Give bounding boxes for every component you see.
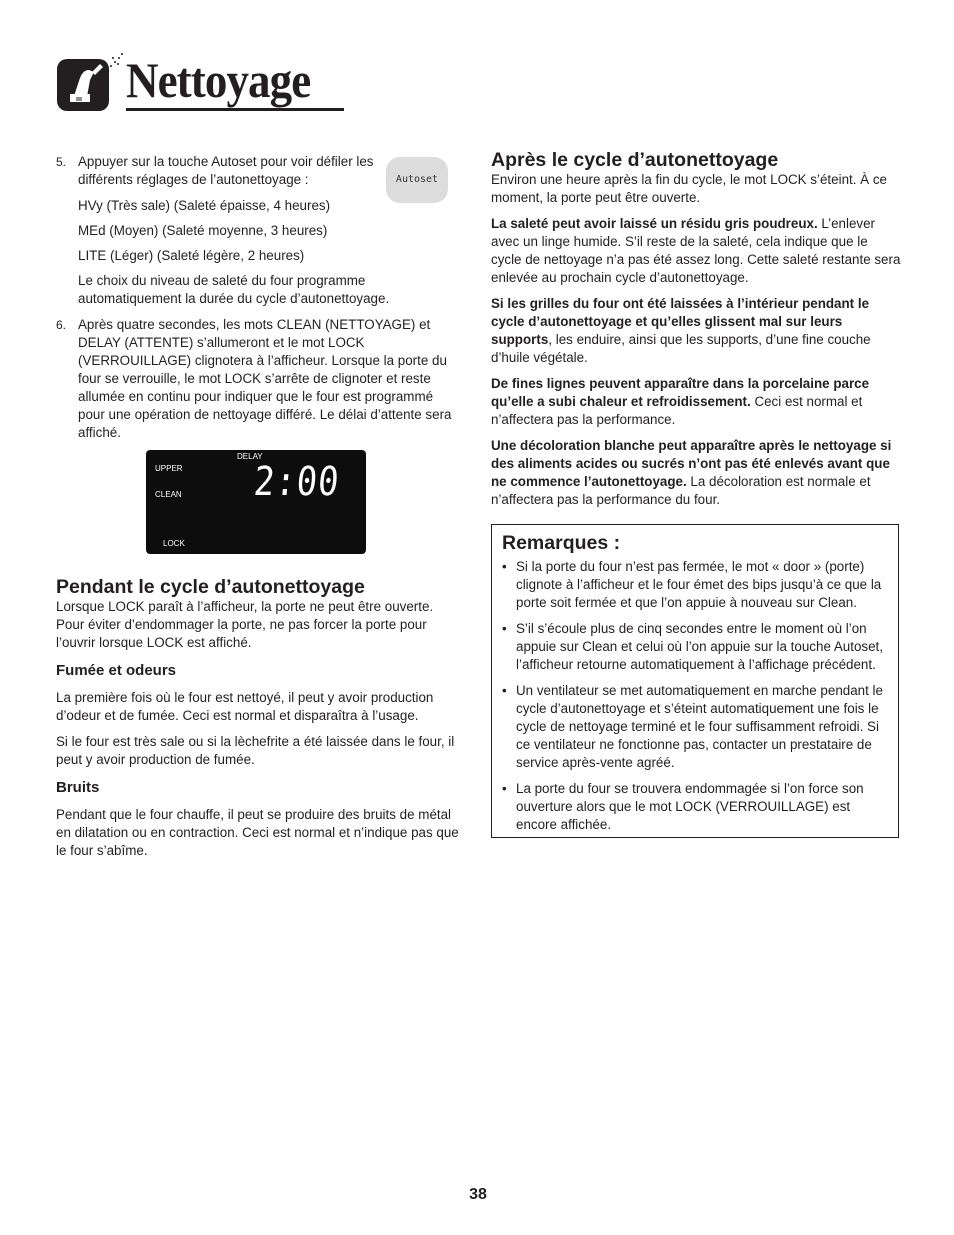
notes-list (502, 558, 884, 834)
page-header (56, 50, 311, 114)
note-text: La porte du four se trouvera endommagée si l’on force son ouverture alors que le mot LOCK (VERROUILLAGE) est encore affichée. (516, 781, 864, 832)
soil-option-medium: MEd (Moyen) (Saleté moyenne, 3 heures) (78, 223, 328, 238)
note-item (502, 558, 884, 612)
porcelain-paragraph (491, 375, 901, 429)
step-6 (56, 316, 462, 442)
note-text: Si la porte du four n’est pas fermée, le mot « door » (porte) clignote à l’afficheur et le four émet des bips jusqu’à ce que la porte soit fermée et que l’on appuie à nouveau sur Clean. (516, 559, 882, 610)
smoke-heading: Fumée et odeurs (56, 662, 177, 679)
notes-heading: Remarques : (502, 532, 621, 554)
racks-text: , les enduire, ainsi que les supports, d’une fine couche d’huile végétale. (491, 332, 871, 365)
discoloration-bold: Une décoloration blanche peut apparaître après le nettoyage si des aliments acides ou sucrés n’ont pas été enlevés avant que ne commence l’autonettoyage. (491, 438, 892, 489)
after-cycle-heading: Après le cycle d’autonettoyage (491, 149, 779, 171)
step-text: Après quatre secondes, les mots CLEAN (NETTOYAGE) et DELAY (ATTENTE) s’allumeront et le mot LOCK (VERROUILLAGE) clignotera à l’afficheur. Lorsque la porte du four se verrouille, le mot LOCK s’arrête de clignoter et reste allumée en continu pour indiquer que le four est programmé pour une opération de nettoyage différé. Le délai d’attente sera affiché. (78, 317, 452, 440)
residue-paragraph (491, 215, 901, 287)
smoke-paragraph-2: Si le four est très sale ou si la lèchefrite a été laissée dans le four, il peut y avoir production de fumée. (56, 734, 455, 767)
note-item (502, 620, 884, 674)
step-note: Le choix du niveau de saleté du four programme automatiquement la durée du cycle d’autonettoyage. (78, 273, 390, 306)
noise-paragraph: Pendant que le four chauffe, il peut se produire des bruits de métal en dilatation ou en contraction. Ceci est normal et n’indique pas que le four s’abîme. (56, 807, 459, 858)
noise-heading: Bruits (56, 779, 100, 796)
after-cycle-intro: Environ une heure après la fin du cycle, le mot LOCK s’éteint. À ce moment, la porte peut être ouverte. (491, 172, 887, 205)
step-number: 6. (56, 318, 67, 332)
note-text: Un ventilateur se met automatiquement en marche pendant le cycle d’autonettoyage et s’éteint automatiquement une fois le cycle de nettoyage terminé et le four suffisamment refroidi. Si ce ventilateur ne fonctionne pas, contacter un prestataire de service après-vente agréé. (516, 683, 883, 770)
autoset-key: Autoset (386, 157, 448, 203)
title-underline (126, 108, 344, 111)
notes-box (491, 524, 899, 838)
bullet: • (502, 683, 507, 698)
step-number: 5. (56, 155, 67, 169)
soil-option-light: LITE (Léger) (Saleté légère, 2 heures) (78, 248, 305, 263)
discoloration-paragraph (491, 437, 901, 509)
discoloration-text: La décoloration est normale et n’affectera pas la performance du four. (491, 474, 871, 507)
display-delay-label: DELAY (237, 452, 263, 461)
during-cycle-intro: Lorsque LOCK paraît à l’afficheur, la porte ne peut être ouverte. Pour éviter d’endommager la porte, ne pas forcer la porte pour l’ouvrir lorsque LOCK est affiché. (56, 599, 434, 650)
porcelain-text: Ceci est normal et n’affectera pas la performance. (491, 394, 863, 427)
porcelain-bold: De fines lignes peuvent apparaître dans la porcelaine parce qu’elle a subi chaleur et refroidissement. (491, 376, 870, 409)
smoke-paragraph-1: La première fois où le four est nettoyé, il peut y avoir production d’odeur et de fumée. Ceci est normal et disparaîtra à l’usage. (56, 690, 434, 723)
right-column (491, 149, 901, 517)
bullet: • (502, 559, 507, 574)
display-digits: 2:00 (251, 459, 342, 505)
display-clean-label: CLEAN (155, 490, 182, 499)
cleaning-spray-icon (56, 58, 110, 112)
residue-text: L’enlever avec un linge humide. S’il reste de la saleté, cela indique que le cycle de nettoyage n’a pas été assez long. Cette saleté restante sera enlevée au prochain cycle d’autonettoyage. (491, 216, 901, 285)
soil-option-heavy: HVy (Très sale) (Saleté épaisse, 4 heures) (78, 198, 331, 213)
bullet: • (502, 781, 507, 796)
page-number: 38 (469, 1186, 487, 1203)
bullet: • (502, 621, 507, 636)
step-text: Appuyer sur la touche Autoset pour voir défiler les différents réglages de l’autonettoyage : (78, 154, 374, 187)
racks-bold: Si les grilles du four ont été laissées à l’intérieur pendant le cycle d’autonettoyage et qu’elles glissent mal sur leurs supports (491, 296, 870, 347)
page-title: Nettoyage (126, 52, 311, 108)
display-lock-label: LOCK (163, 539, 185, 548)
step-5 (56, 153, 462, 308)
during-cycle-heading: Pendant le cycle d’autonettoyage (56, 576, 365, 598)
note-item (502, 682, 884, 772)
residue-bold: La saleté peut avoir laissé un résidu gris poudreux. (491, 216, 818, 231)
note-text: S’il s’écoule plus de cinq secondes entre le moment où l’on appuie sur Clean et celui où l’on appuie sur la touche Autoset, l’afficheur retourne automatiquement à l’affichage précédent. (516, 621, 883, 672)
steps-list (56, 153, 462, 442)
left-column (56, 153, 462, 868)
display-upper-label: UPPER (155, 464, 183, 473)
note-item (502, 780, 884, 834)
racks-paragraph (491, 295, 901, 367)
oven-display (146, 450, 366, 554)
